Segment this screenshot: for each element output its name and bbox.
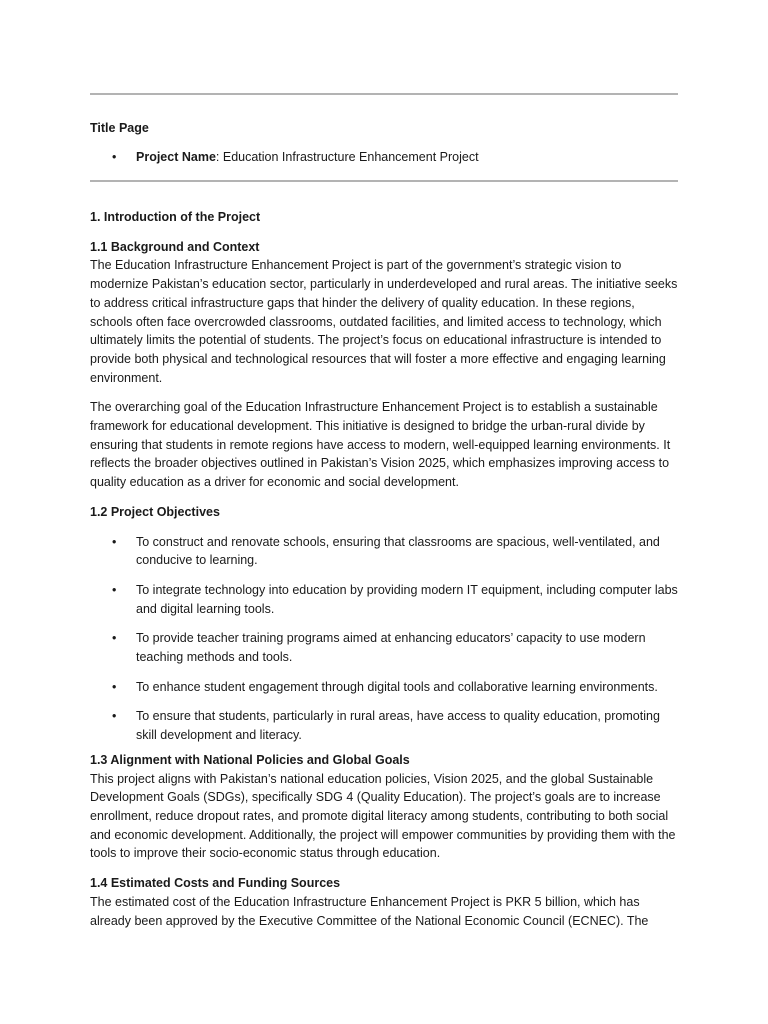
horizontal-rule-middle [90, 180, 678, 182]
subheading-objectives: 1.2 Project Objectives [90, 504, 220, 519]
paragraph-background-2: The overarching goal of the Education Infrastructure Enhancement Project is to establish a sustainable framework for educational development. This initiative is designed to bridge the urban-rural divide by ensuring that students in remote regions have access to modern, well-equipped learning environments. It reflects the broader objectives outlined in Pakistan’s Vision 2025, which emphasizes improving access to quality education as a driver for economic and social development. [90, 400, 671, 490]
project-name-item [112, 150, 479, 164]
subheading-costs: 1.4 Estimated Costs and Funding Sources [90, 876, 341, 891]
paragraph-costs: The estimated cost of the Education Infrastructure Enhancement Project is PKR 5 billion, which has already been approved by the Executive Committee of the National Economic Council (ECNEC). The [90, 894, 649, 928]
bullet-icon: • [112, 631, 117, 646]
objectives-list [90, 533, 678, 745]
subheading-background: 1.1 Background and Context [90, 239, 260, 254]
subheading-alignment: 1.3 Alignment with National Policies and Global Goals [90, 752, 410, 767]
bullet-icon: • [112, 679, 117, 694]
project-name-value: : Education Infrastructure Enhancement Project [215, 150, 479, 164]
bullet-icon: • [112, 150, 117, 164]
horizontal-rule-top [90, 93, 678, 95]
project-name-label: Project Name [136, 150, 216, 164]
paragraph-background-1: The Education Infrastructure Enhancement Project is part of the government’s strategic vision to modernize Pakistan’s education sector, particularly in underdeveloped and rural areas. The initiative seeks to address critical infrastructure gaps that hinder the delivery of quality education. In these regions, schools often face overcrowded classrooms, outdated facilities, and limited access to technology, which ultimately limits the potential of students. The project’s focus on educational infrastructure is intended to provide both physical and technological resources that will foster a more effective and engaging learning environment. [90, 258, 678, 385]
list-item: • To provide teacher training programs aimed at enhancing educators’ capacity to use modern teaching methods and tools. [112, 631, 646, 665]
title-page-heading: Title Page [90, 121, 149, 135]
bullet-icon: • [112, 582, 117, 597]
list-item: • To integrate technology into education by providing modern IT equipment, including computer labs and digital learning tools. [112, 582, 678, 616]
bullet-icon: • [112, 534, 117, 549]
document-body [90, 208, 678, 941]
list-item: • To ensure that students, particularly in rural areas, have access to quality education, promoting skill development and literacy. [112, 709, 660, 743]
section-heading-introduction: 1. Introduction of the Project [90, 210, 261, 224]
list-item: • To enhance student engagement through digital tools and collaborative learning environments. [90, 678, 678, 697]
paragraph-alignment: This project aligns with Pakistan’s national education policies, Vision 2025, and the global Sustainable Development Goals (SDGs), specifically SDG 4 (Quality Education). The project’s goals are to increase enrollment, reduce dropout rates, and promote digital literacy among students, contributing to both social and economic development. Additionally, the project will empower communities by providing them with the tools to improve their socio-economic status through education. [90, 771, 676, 861]
bullet-icon: • [112, 709, 117, 724]
list-item: • To construct and renovate schools, ensuring that classrooms are spacious, well-ventilated, and conducive to learning. [112, 534, 660, 568]
